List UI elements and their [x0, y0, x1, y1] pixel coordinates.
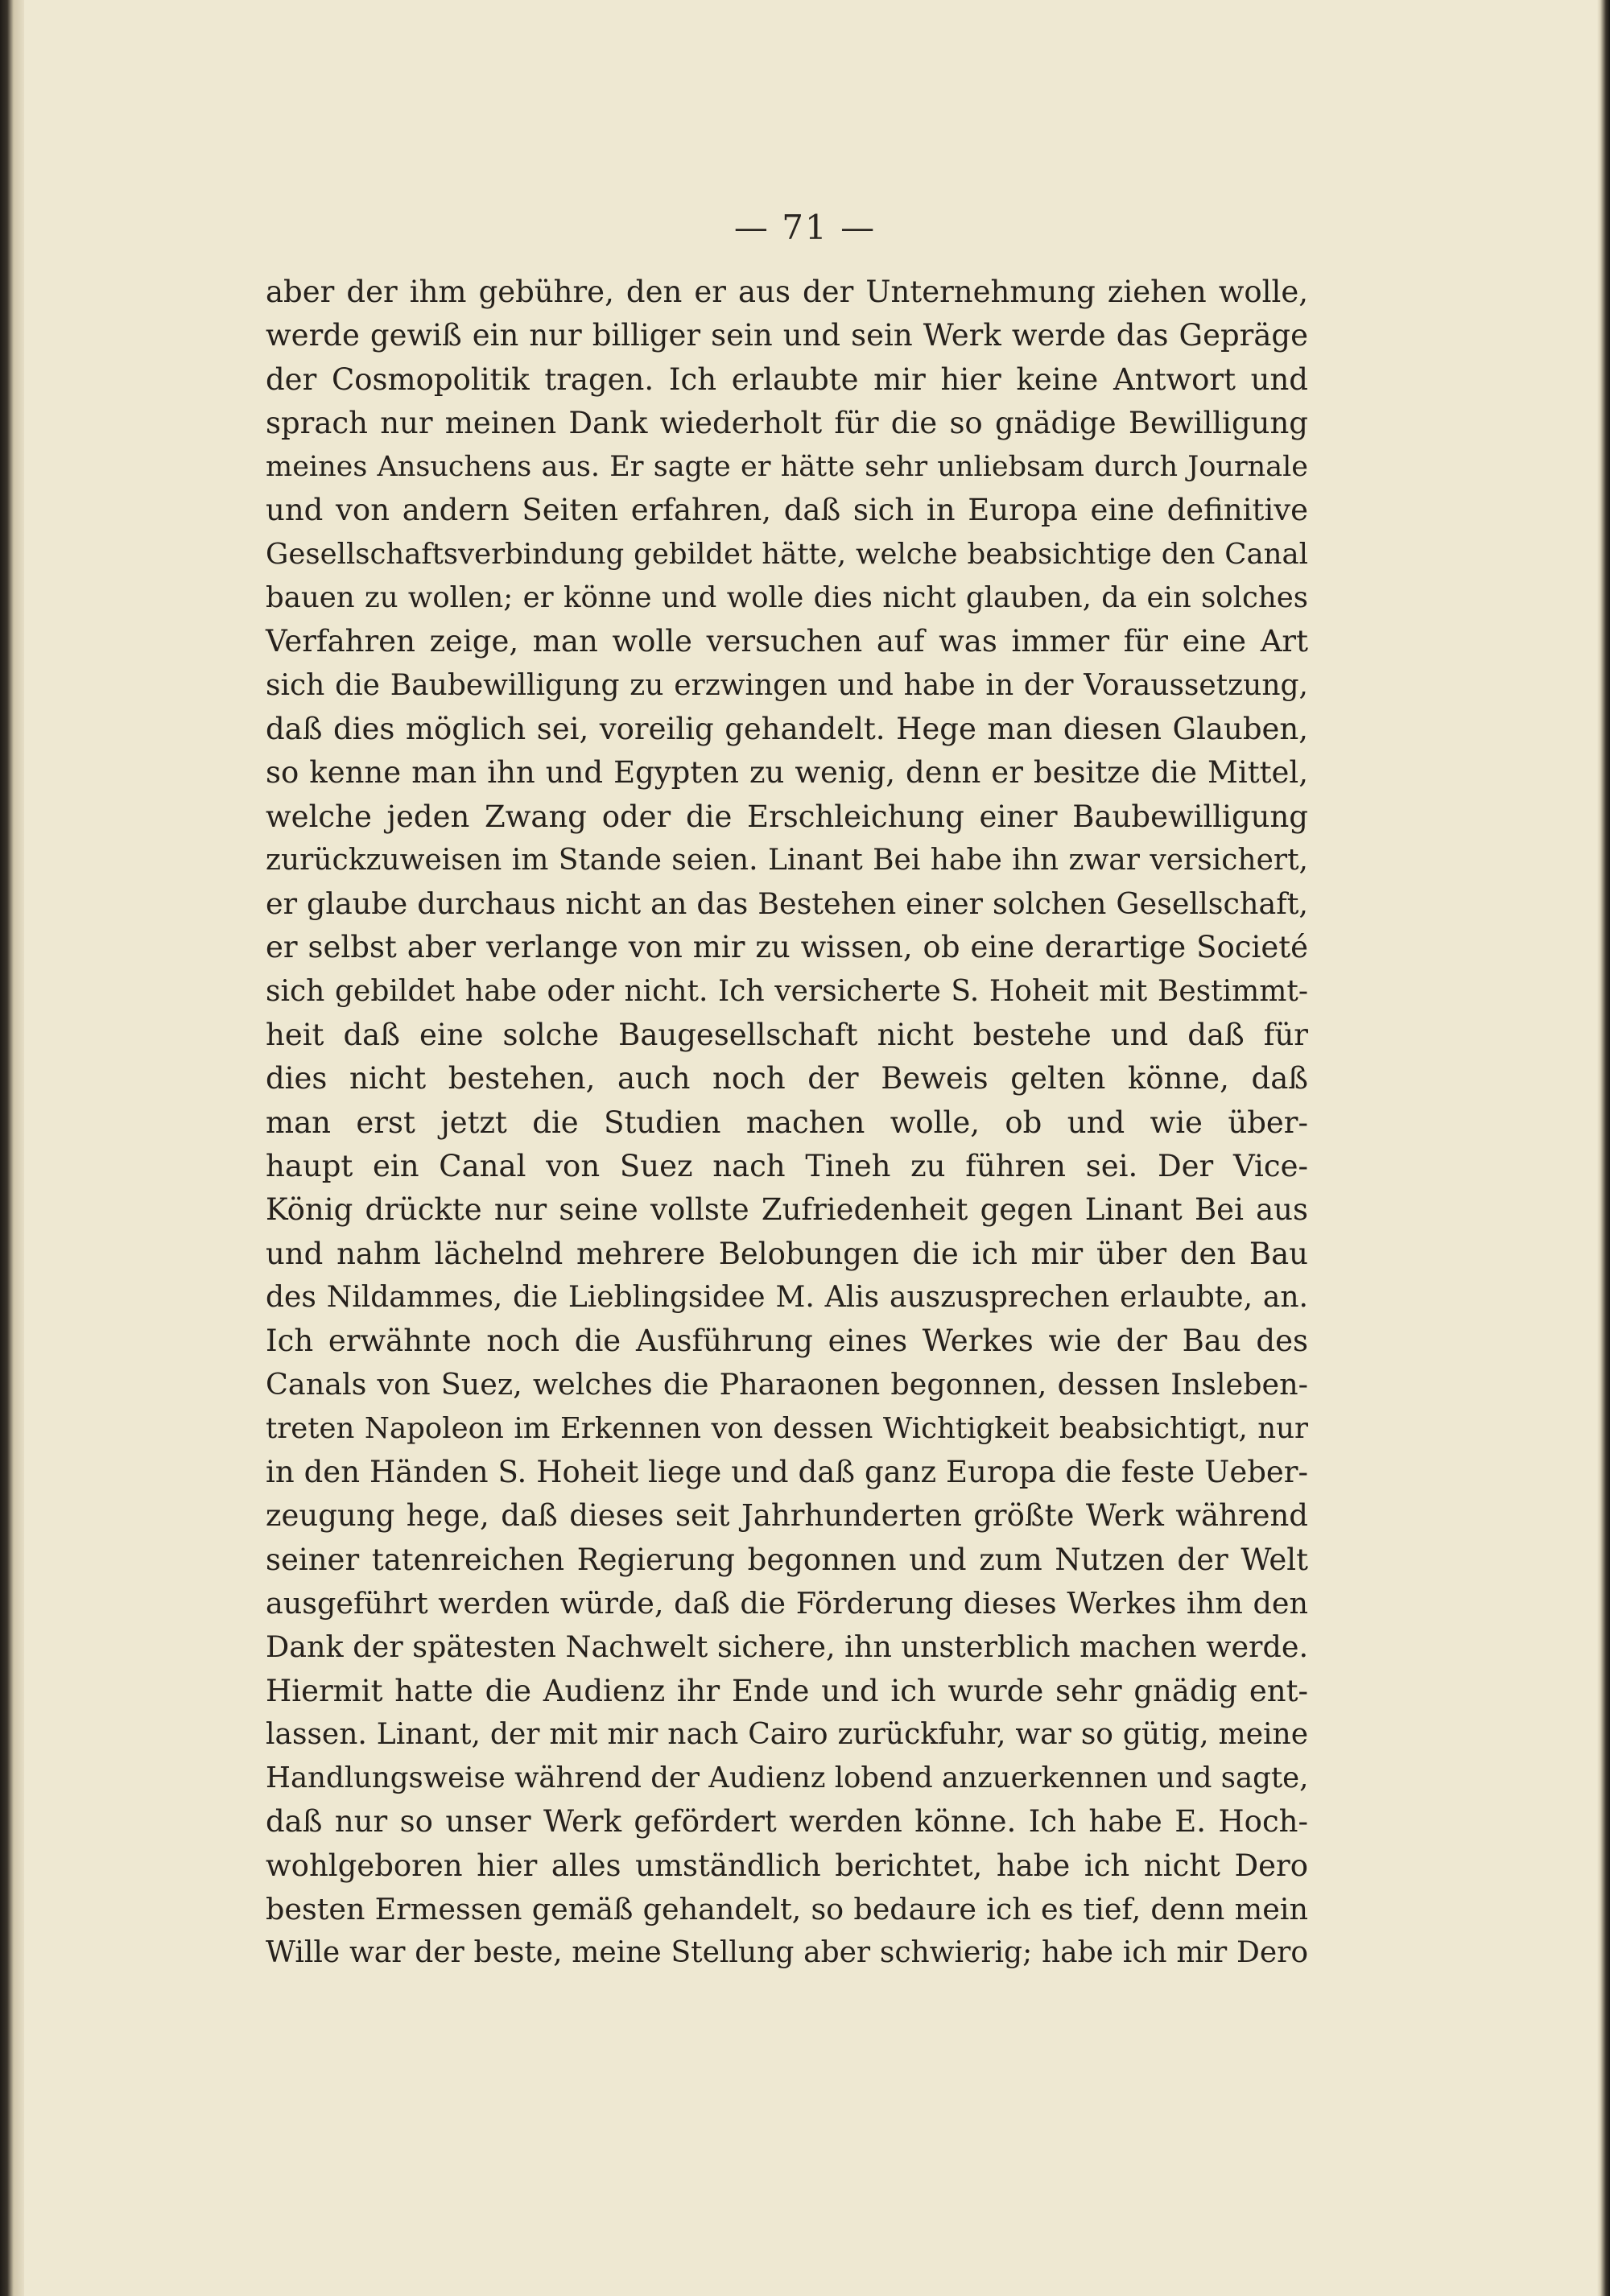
- text-line: wohlgeboren hier alles umständlich berichtet, habe ich nicht Dero: [266, 1848, 1308, 1883]
- text-line: daß nur so unser Werk gefördert werden könne. Ich habe E. Hoch-: [266, 1804, 1308, 1840]
- page-edge: [1597, 0, 1610, 2296]
- text-line: lassen. Linant, der mit mir nach Cairo zurückfuhr, war so gütig, meine: [266, 1717, 1308, 1751]
- text-line: Wille war der beste, meine Stellung aber schwierig; habe ich mir Dero: [266, 1936, 1308, 1970]
- text-line: man erst jetzt die Studien machen wolle, ob und wie über-: [266, 1105, 1308, 1140]
- text-line: besten Ermessen gemäß gehandelt, so bedaure ich es tief, denn mein: [266, 1891, 1308, 1926]
- text-line: bauen zu wollen; er könne und wolle dies nicht glauben, da ein solches: [266, 581, 1308, 615]
- text-line: haupt ein Canal von Suez nach Tineh zu führen sei. Der Vice-: [266, 1148, 1308, 1183]
- text-line: Hiermit hatte die Audienz ihr Ende und ich wurde sehr gnädig ent-: [266, 1673, 1308, 1708]
- text-line: seiner tatenreichen Regierung begonnen und zum Nutzen der Welt: [266, 1542, 1308, 1577]
- text-line: Dank der spätesten Nachwelt sichere, ihn unsterblich machen werde.: [266, 1629, 1309, 1665]
- text-line: sprach nur meinen Dank wiederholt für die so gnädige Bewilligung: [266, 405, 1308, 440]
- text-line: Gesellschaftsverbindung gebildet hätte, welche beabsichtige den Canal: [266, 537, 1308, 571]
- text-line: heit daß eine solche Baugesellschaft nicht bestehe und daß für: [266, 1018, 1308, 1053]
- text-line: meines Ansuchens aus. Er sagte er hätte sehr unliebsam durch Journale: [266, 451, 1308, 484]
- text-line: Handlungsweise während der Audienz lobend anzuerkennen und sagte,: [266, 1761, 1309, 1795]
- text-line: sich die Baubewilligung zu erzwingen und habe in der Voraussetzung,: [266, 668, 1308, 702]
- text-line: er selbst aber verlange von mir zu wissen, ob eine derartige Societé: [266, 930, 1308, 965]
- text-line: dies nicht bestehen, auch noch der Beweis gelten könne, daß: [266, 1061, 1308, 1096]
- text-line: Canals von Suez, welches die Pharaonen begonnen, dessen Insleben-: [266, 1367, 1308, 1402]
- text-line: welche jeden Zwang oder die Erschleichung einer Baubewilligung: [266, 799, 1308, 834]
- text-line: werde gewiß ein nur billiger sein und sein Werk werde das Gepräge: [266, 318, 1308, 353]
- text-line: ausgeführt werden würde, daß die Förderung dieses Werkes ihm den: [266, 1585, 1308, 1621]
- text-line: des Nildammes, die Lieblingsidee M. Alis auszusprechen erlaubte, an.: [266, 1280, 1308, 1314]
- text-line: zeugung hege, daß dieses seit Jahrhunderten größte Werk während: [266, 1498, 1308, 1534]
- text-line: Ich erwähnte noch die Ausführung eines Werkes wie der Bau des: [266, 1324, 1308, 1359]
- text-line: König drückte nur seine vollste Zufriedenheit gegen Linant Bei aus: [266, 1192, 1308, 1228]
- text-line: sich gebildet habe oder nicht. Ich versicherte S. Hoheit mit Bestimmt-: [266, 974, 1308, 1008]
- text-line: treten Napoleon im Erkennen von dessen Wichtigkeit beabsichtigt, nur: [266, 1411, 1308, 1445]
- text-line: Verfahren zeige, man wolle versuchen auf was immer für eine Art: [266, 624, 1308, 659]
- page-number: — 71 —: [733, 208, 877, 247]
- text-line: daß dies möglich sei, voreilig gehandelt. Hege man diesen Glauben,: [266, 711, 1308, 746]
- body-text: [266, 270, 1308, 1976]
- text-line: in den Händen S. Hoheit liege und daß ganz Europa die feste Ueber-: [266, 1455, 1308, 1490]
- text-line: so kenne man ihn und Egypten zu wenig, denn er besitze die Mittel,: [266, 755, 1308, 791]
- text-line: er glaube durchaus nicht an das Bestehen einer solchen Gesellschaft,: [266, 886, 1308, 922]
- binding-edge: [0, 0, 24, 2296]
- text-line: zurückzuweisen im Stande seien. Linant Bei habe ihn zwar versichert,: [266, 843, 1308, 877]
- text-line: und nahm lächelnd mehrere Belobungen die ich mir über den Bau: [266, 1236, 1308, 1271]
- text-line: und von andern Seiten erfahren, daß sich in Europa eine definitive: [266, 493, 1308, 528]
- text-line: aber der ihm gebühre, den er aus der Unternehmung ziehen wolle,: [266, 275, 1308, 309]
- text-line: der Cosmopolitik tragen. Ich erlaubte mir hier keine Antwort und: [266, 361, 1308, 397]
